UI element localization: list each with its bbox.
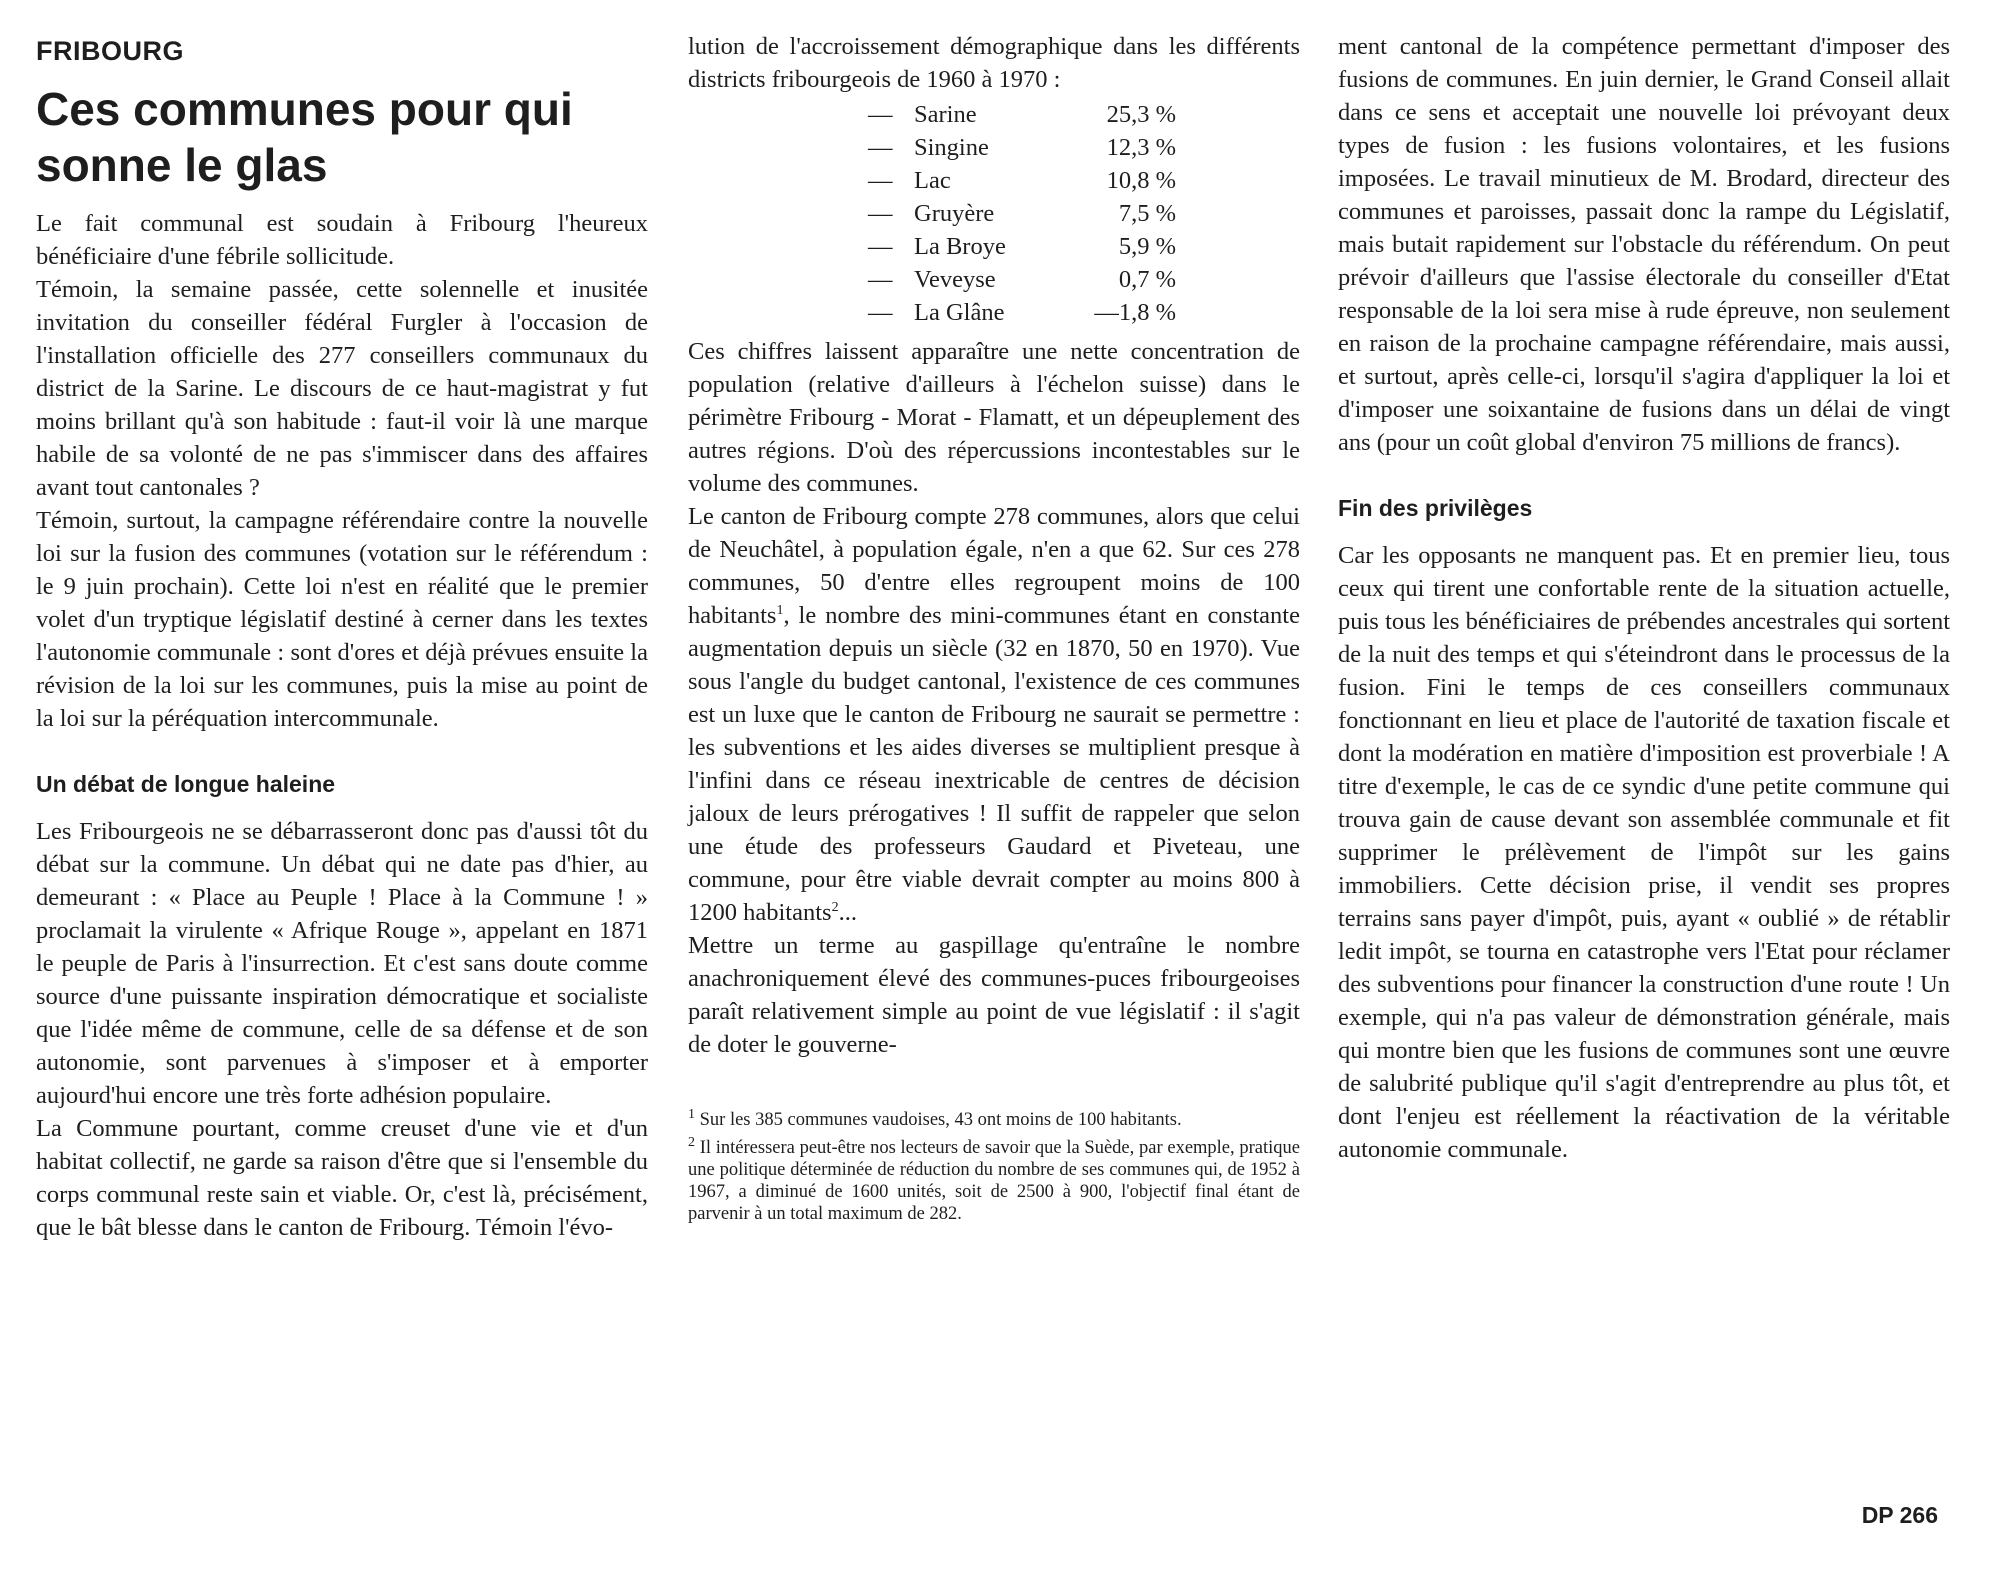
growth-value: 0,7 % [1118,266,1176,293]
column-2 [688,30,1300,1231]
list-item: — Veveyse 0,7 % [868,263,1300,296]
list-item: — Singine 12,3 % [868,131,1300,164]
list-item: — Sarine 25,3 % [868,98,1300,131]
paragraph: Les Fribourgeois ne se débarrasseront donc pas d'aussi tôt du débat sur la commune. Un débat qui ne date pas d'hier, au demeurant : « Place au Peuple ! Place à la Commune ! » proclamait la virulente « Afrique Rouge », appelant en 1871 le peuple de Paris à l'insurrection. Et c'est sans doute comme source d'une puissante inspiration démocratique et socialiste que l'idée même de commune, celle de sa défense et de son autonomie, sont parvenues à s'imposer et à emporter aujourd'hui encore une très forte adhésion populaire. [36,818,648,1109]
footnote-ref: 1 [776,602,784,618]
paragraph: lution de l'accroissement démographique dans les différents districts fribourgeois de 1960 à 1970 : [688,33,1300,93]
subheading: Fin des privilèges [1338,495,1533,521]
growth-value: 12,3 % [1106,134,1176,161]
district-name: La Broye [914,233,1006,260]
paragraph: Le canton de Fribourg compte 278 communes, alors que celui de Neuchâtel, à population égale, n'en a que 62. Sur ces 278 communes, 50 d'entre elles regroupent moins de 100 habitants$^1$, le nombre des mini-communes étant en constante augmentation depuis un siècle (32 en 1870, 50 en 1970). Vue sous l'angle du budget cantonal, l'existence de ces communes est un luxe que le canton de Fribourg ne saurait se permettre : les subventions et les aides diverses se multiplient presque à l'infini dans ce réseau inextricable de centres de décision jaloux de leurs prérogatives ! Il suffit de rappeler que selon une étude des professeurs Gaudard et Piveteau, une commune, pour être viable devrait compter au moins 800 à 1200 habitants$^2$... [688,503,1300,926]
district-growth-list [868,98,1300,329]
list-item: — Lac 10,8 % [868,164,1300,197]
paragraph: Le fait communal est soudain à Fribourg l'heureux bénéficiaire d'une fébrile sollicitude. [36,210,648,270]
district-name: Singine [914,134,989,161]
paragraph: Témoin, surtout, la campagne référendaire contre la nouvelle loi sur la fusion des communes (votation sur le référendum : le 9 juin prochain). Cette loi n'est en réalité que le premier volet d'un tryptique législatif destiné à cerner dans les textes l'autonomie communale : sont d'ores et déjà prévues ensuite la révision de la loi sur les communes, puis la mise au point de la loi sur la péréquation intercommunale. [36,507,648,732]
section-kicker: FRIBOURG [36,36,184,66]
district-name: Gruyère [914,200,995,227]
footnote: $^2$ Il intéressera peut-être nos lecteurs de savoir que la Suède, par exemple, pratique une politique déterminée de réduction du nombre de ses communes qui, de 1952 à 1967, a diminué de 1600 unités, soit de 2500 à 900, l'objectif final étant de parvenir à un total maximum de 282. [688,1134,1300,1224]
district-name: Veveyse [914,266,996,293]
district-name: Sarine [914,101,977,128]
footnotes [688,1106,1300,1225]
subheading: Un débat de longue haleine [36,771,336,797]
list-item: — Gruyère 7,5 % [868,197,1300,230]
paragraph: Car les opposants ne manquent pas. Et en premier lieu, tous ceux qui tirent une confortable rente de la situation actuelle, puis tous les bénéficiaires de prébendes ancestrales qui sortent de la nuit des temps et qui s'éteindront dans le processus de la fusion. Fini le temps de ces conseillers communaux fonctionnant en lieu et place de l'autorité de taxation fiscale et dont la modération en matière d'imposition est proverbiale ! A titre d'exemple, le cas de ce syndic d'une petite commune qui trouva gain de cause devant son assemblée communale et fit supprimer le prélèvement de l'impôt sur les gains immobiliers. Cette décision prise, il vendit ses propres terrains sans payer d'impôt, puis, ayant « oublié » de rétablir ledit impôt, se tourna en catastrophe vers l'Etat pour réclamer des subventions pour financer la construction d'une route ! Un exemple, qui n'a pas valeur de démonstration générale, mais qui montre bien que les fusions de communes sont une œuvre de salubrité publique qu'il s'agit d'entreprendre au plus tôt, et dont l'enjeu est réellement la réactivation de la véritable autonomie communale. [1338,542,1950,1163]
paragraph: ment cantonal de la compétence permettant d'imposer des fusions de communes. En juin dernier, le Grand Conseil allait dans ce sens et acceptait une nouvelle loi prévoyant deux types de fusion : les fusions volontaires, et les fusions imposées. Le travail minutieux de M. Brodard, directeur des communes et paroisses, passait donc la rampe du Législatif, mais butait rapidement sur l'obstacle du référendum. On peut prévoir d'ailleurs que l'assise électorale du conseiller d'Etat responsable de la loi sera mise à rude épreuve, non seulement en raison de la prochaine campagne référendaire, mais aussi, et surtout, après celle-ci, lorsqu'il s'agira d'appliquer la loi et d'imposer une soixantaine de fusions dans un délai de vingt ans (pour un coût global d'environ 75 millions de francs). [1338,33,1950,456]
paragraph: Témoin, la semaine passée, cette solennelle et inusitée invitation du conseiller fédéral Furgler à l'occasion de l'installation officielle des 277 conseillers communaux du district de la Sarine. Le discours de ce haut-magistrat y fut moins brillant qu'à son habitude : faut-il voir là une marque habile de sa volonté de ne pas s'immiscer dans des affaires avant tout cantonales ? [36,276,648,501]
paragraph: Ces chiffres laissent apparaître une nette concentration de population (relative d'ailleurs à l'échelon suisse) dans le périmètre Fribourg - Morat - Flamatt, et un dépeuplement des autres régions. D'où des répercussions incontestables sur le volume des communes. [688,338,1300,497]
district-name: La Glâne [914,299,1005,326]
footnote: $^1$ Sur les 385 communes vaudoises, 43 ont moins de 100 habitants. [688,1106,1182,1130]
district-name: Lac [914,167,951,194]
paragraph: La Commune pourtant, comme creuset d'une vie et d'un habitat collectif, ne garde sa raison d'être que si l'ensemble du corps communal reste sain et viable. Or, c'est là, précisément, que le bât blesse dans le canton de Fribourg. Témoin l'évo- [36,1115,648,1241]
list-item: — La Broye 5,9 % [868,230,1300,263]
growth-value: 5,9 % [1118,233,1176,260]
paragraph: Mettre un terme au gaspillage qu'entraîne le nombre anachroniquement élevé des communes-puces fribourgeoises paraît relativement simple au point de vue législatif : il s'agit de doter le gouverne- [688,932,1300,1058]
growth-value: 25,3 % [1106,101,1176,128]
page-number: DP 266 [1861,1502,1938,1528]
column-3 [1338,30,1950,1166]
footnote-ref: 2 [831,899,839,915]
growth-value: 10,8 % [1106,167,1176,194]
list-item: — La Glâne —1,8 % [868,296,1300,329]
growth-value: —1,8 % [1094,299,1176,326]
growth-value: 7,5 % [1118,200,1176,227]
article-headline: Ces communes pour qui sonne le glas [36,83,573,191]
column-1 [36,30,648,1244]
